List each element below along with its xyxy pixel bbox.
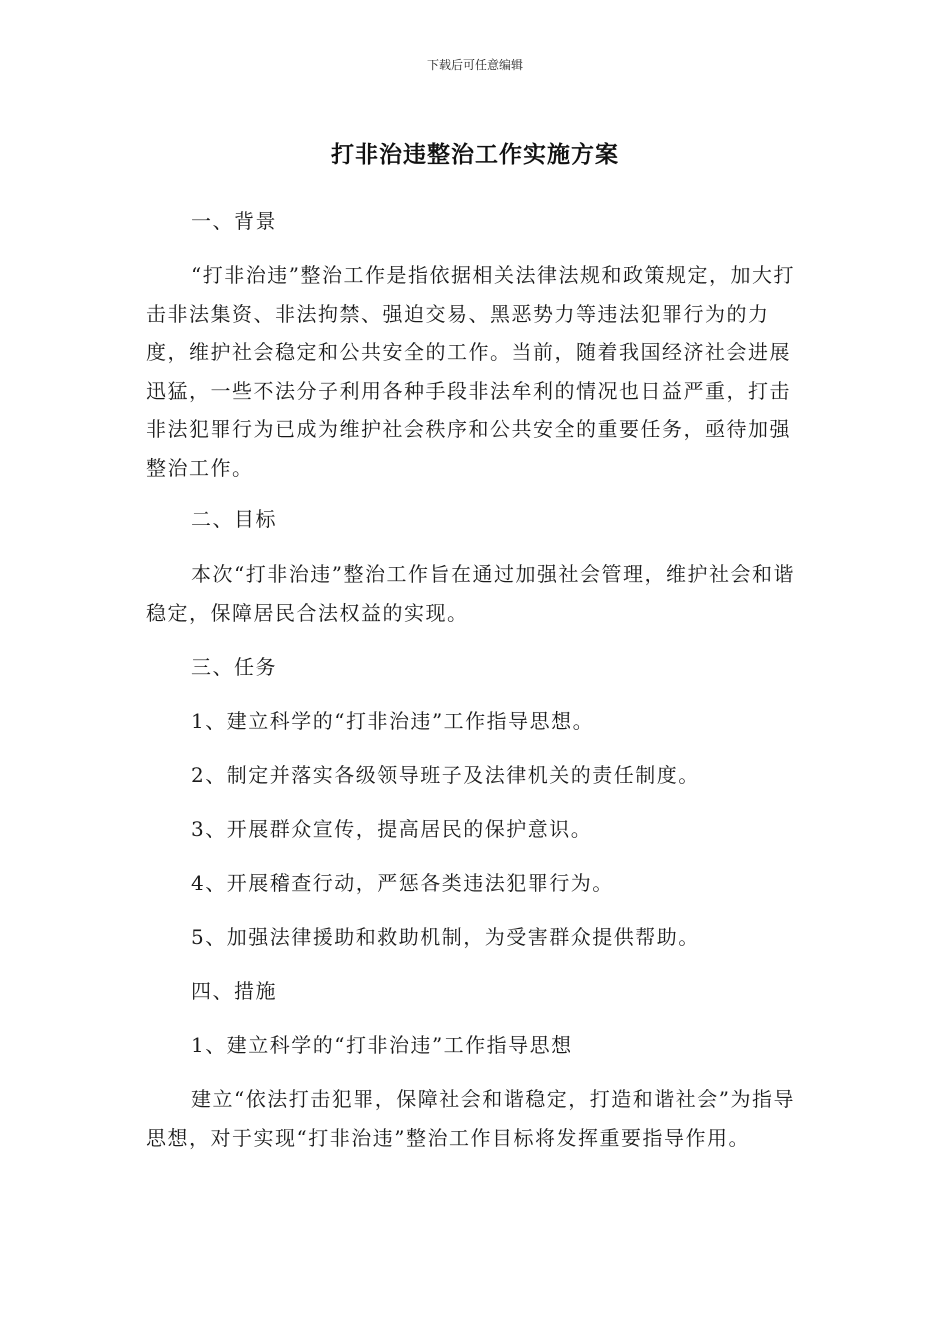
paragraph-measure: 建立“依法打击犯罪，保障社会和谐稳定，打造和谐社会”为指导思想，对于实现“打非治违”整治工作目标将发挥重要指导作用。 [146,1087,795,1150]
section-heading-background: 一、背景 [191,209,277,233]
task-item: 1、建立科学的“打非治违”工作指导思想。 [191,709,595,733]
task-item: 5、加强法律援助和救助机制，为受害群众提供帮助。 [191,925,700,949]
section-heading-goal: 二、目标 [191,507,277,531]
task-item: 3、开展群众宣传，提高居民的保护意识。 [191,817,593,841]
section-heading-measures: 四、措施 [191,979,277,1003]
paragraph-background: “打非治违”整治工作是指依据相关法律法规和政策规定，加大打击非法集资、非法拘禁、强迫交易、黑恶势力等违法犯罪行为的力度，维护社会稳定和公共安全的工作。当前，随着我国经济社会进展迅猛，一些不法分子利用各种手段非法牟利的情况也日益严重，打击非法犯罪行为已成为维护社会秩序和公共安全的重要任务，亟待加强整治工作。 [146,263,795,480]
task-item: 2、制定并落实各级领导班子及法律机关的责任制度。 [191,763,700,787]
document-title: 打非治违整治工作实施方案 [331,142,619,168]
header-note: 下载后可任意编辑 [426,58,523,72]
task-item: 4、开展稽查行动，严惩各类违法犯罪行为。 [191,871,614,895]
paragraph-goal: 本次“打非治违”整治工作旨在通过加强社会管理，维护社会和谐稳定，保障居民合法权益的实现。 [146,562,795,625]
measure-subheading: 1、建立科学的“打非治违”工作指导思想 [191,1033,573,1057]
section-heading-tasks: 三、任务 [191,655,277,679]
